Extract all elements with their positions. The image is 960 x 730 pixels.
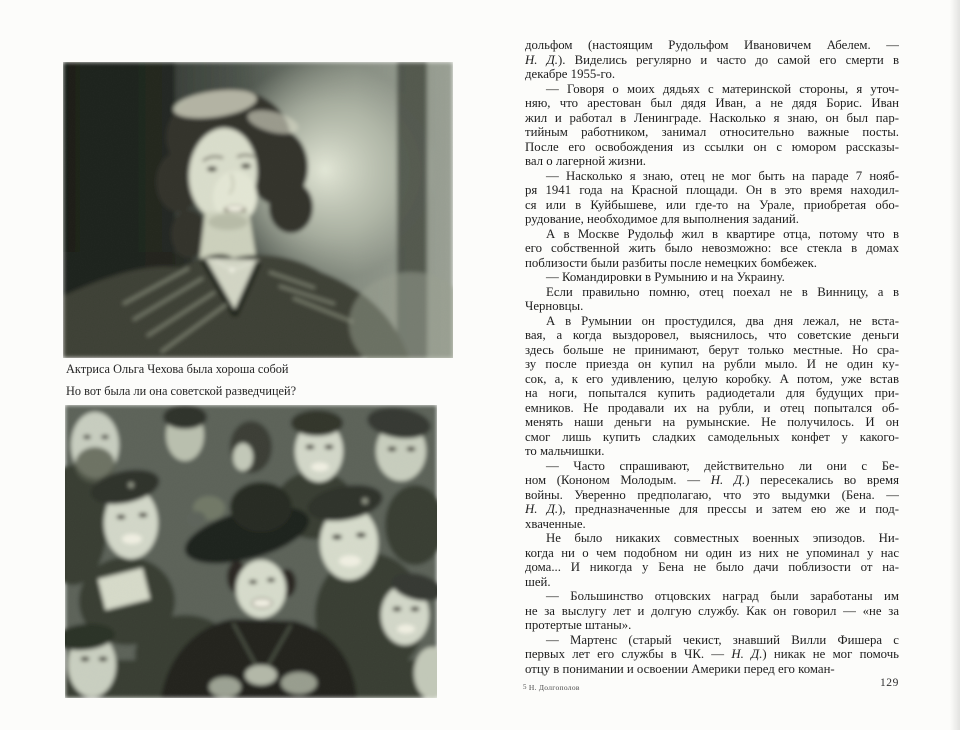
- text-line: рудование, необходимое для выполнения заданий.: [525, 212, 799, 226]
- text-line: вая, а когда выздоровел, выяснилось, что советские деньги: [525, 328, 899, 342]
- text-line: няю, что арестован был дядя Иван, а не дядя Борис. Иван: [525, 96, 899, 110]
- text-line: Н. Д.), предназначенные для прессы и затем ею же и под-: [525, 502, 899, 516]
- text-line: не за выслугу лет и долгую службу. Как он говорил — «не за: [525, 603, 899, 618]
- text-line: зу после приезда он купил на рубли мыло. И не один ку-: [525, 357, 899, 371]
- text-line: менять наши деньги на румынские. Не получилось. И он: [525, 415, 899, 429]
- text-line: ря 1941 года на Красной площади. Он в это время находил-: [525, 183, 899, 197]
- text-line: жил и работал в Ленинграде. Насколько я знаю, он был пар-: [525, 110, 899, 125]
- paragraph: [525, 459, 899, 532]
- paragraph: [525, 531, 899, 589]
- text-line: его собственной жить было невозможно: все стекла в домах: [525, 241, 899, 255]
- text-line: — Насколько я знаю, отец не мог быть на параде 7 нояб-: [546, 168, 899, 183]
- paragraph: [525, 227, 899, 271]
- paragraph: [525, 314, 899, 459]
- text-line: протертые штаны».: [525, 618, 632, 632]
- text-line: — Большинство отцовских наград были заработаны им: [546, 589, 899, 603]
- paragraph: [525, 38, 899, 82]
- text-line: смог лишь купить сладких самодельных конфет у какого-: [525, 429, 899, 444]
- portrait-photo-svg: [63, 62, 453, 358]
- crowd-photo: [65, 405, 437, 698]
- signature-mark: 5: [523, 683, 527, 691]
- text-line: здесь больше не принимают, берут только местные. Но сра-: [525, 342, 899, 357]
- photo-caption-2: Но вот была ли она советской разведчицей?: [66, 384, 297, 398]
- text-line: емников. Не продавали их на рубли, и отец попытался об-: [525, 400, 899, 415]
- paragraph: [525, 82, 899, 169]
- text-line: отцу в понимании и освоении Америки перед его коман-: [525, 661, 835, 676]
- scan-edge-shadow: [950, 0, 960, 730]
- text-line: хваченные.: [525, 516, 586, 531]
- signature-name: Н. Долгополов: [528, 683, 580, 692]
- text-line: декабре 1955-го.: [525, 67, 616, 81]
- text-line: Черновцы.: [525, 299, 584, 313]
- photo-caption-1: Актриса Ольга Чехова была хороша собой: [66, 362, 289, 376]
- text-line: дольфом (настоящим Рудольфом Ивановичем Абелем. —: [525, 38, 899, 52]
- text-line: первых лет его службы в ЧК. — Н. Д.) никак не мог помочь: [525, 647, 899, 661]
- text-line: Не было никаких совместных военных эпизодов. Ни-: [546, 531, 899, 545]
- text-line: когда ни о чем подобном ни один из них не упоминал у нас: [525, 545, 899, 560]
- text-line: А в Румынии он простудился, два дня лежал, не вста-: [546, 313, 899, 328]
- portrait-photo: [63, 62, 453, 358]
- text-line: После его освобождения из ссылки он с юмором рассказы-: [525, 139, 899, 154]
- text-line: сок, а, к его удивлению, целую коробку. А потом, уже встав: [525, 371, 899, 386]
- text-line: — Говоря о моих дядьях с материнской стороны, я уточ-: [546, 81, 899, 96]
- text-line: ном (Кононом Молодым. — Н. Д.) пересекались во время: [525, 473, 899, 487]
- text-line: Если правильно помню, отец поехал не в Винницу, а в: [546, 284, 899, 299]
- text-line: тийным работником, занимал относительно важные посты.: [525, 125, 899, 139]
- text-line: — Командировки в Румынию и на Украину.: [546, 270, 785, 284]
- film-grain: [63, 62, 453, 358]
- text-line: вал о лагерной жизни.: [525, 154, 647, 168]
- text-line: дома... И никогда у Бена не было дачи поблизости от на-: [525, 560, 899, 574]
- text-line: — Мартенс (старый чекист, знавший Вилли Фишера с: [546, 632, 899, 647]
- crowd-photo-svg: [65, 405, 437, 698]
- text-line: ся или в Куйбышеве, или где-то на Урале, приобретая обо-: [525, 197, 899, 212]
- text-line: войны. Уверенно предполагаю, что это выдумки (Бена. —: [525, 487, 899, 502]
- paragraph: [525, 169, 899, 227]
- text-line: шей.: [525, 574, 551, 589]
- text-line: поблизости были разбиты после немецких бомбежек.: [525, 255, 817, 270]
- text-line: А в Москве Рудольф жил в квартире отца, потому что в: [546, 226, 899, 241]
- paragraph: [525, 285, 899, 314]
- film-grain: [65, 405, 437, 698]
- page-number: 129: [879, 677, 899, 689]
- text-line: то мальчишки.: [525, 444, 605, 458]
- text-line: — Часто спрашивают, действительно ли они с Бе-: [546, 458, 899, 473]
- text-column: [525, 38, 899, 676]
- paragraph: [525, 589, 899, 633]
- text-line: Н. Д.). Виделись регулярно и часто до самой его смерти в: [525, 52, 899, 67]
- paragraph: [525, 270, 899, 285]
- text-line: на ноги, попытался купить радиодетали для будущих при-: [525, 386, 899, 400]
- paragraph: [525, 633, 899, 677]
